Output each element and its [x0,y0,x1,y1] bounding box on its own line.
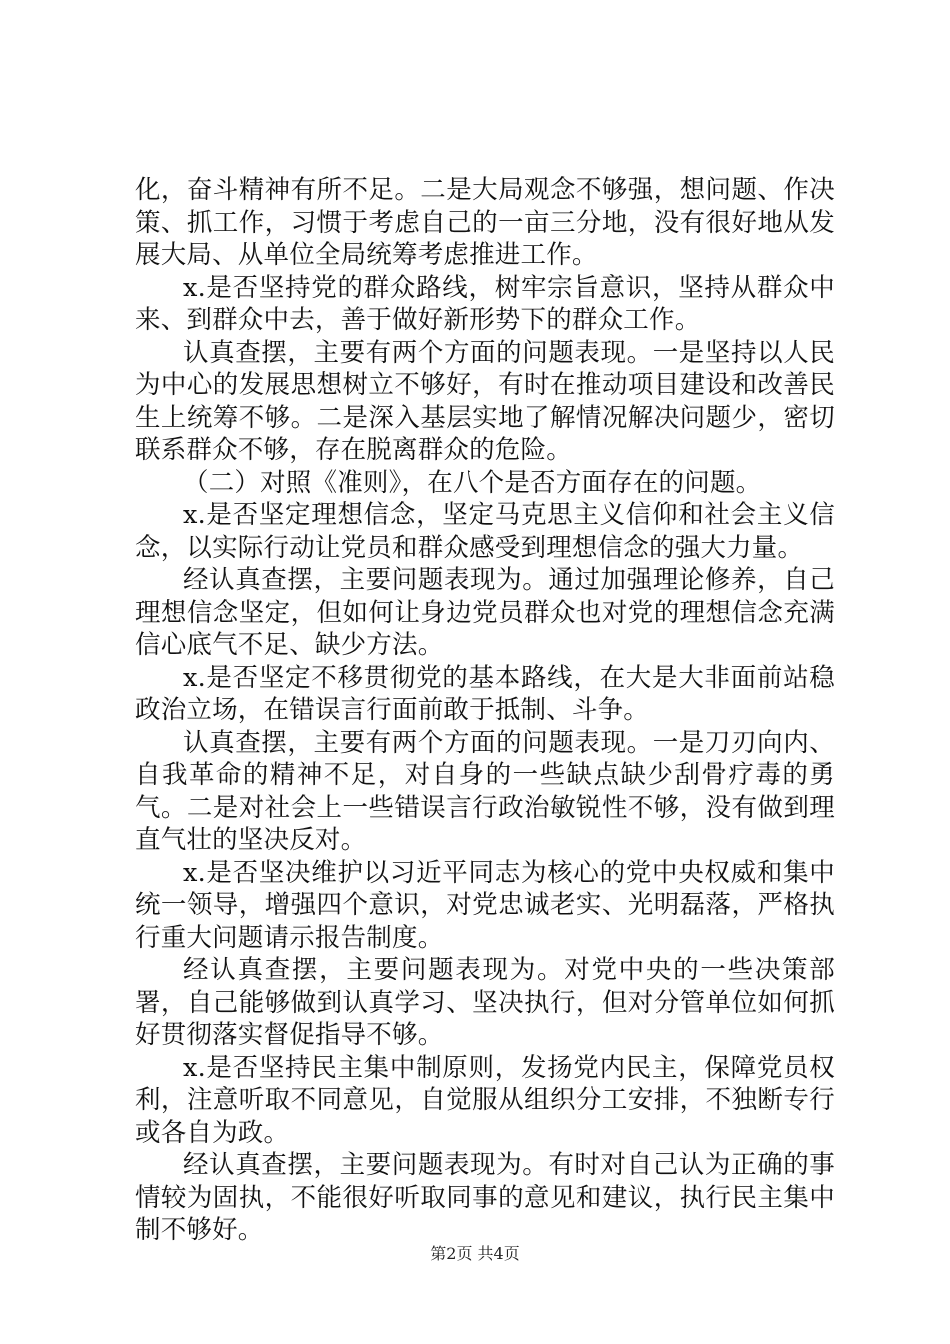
document-body [135,174,835,1247]
paragraph: 认真查摆，主要有两个方面的问题表现。一是坚持以人民为中心的发展思想树立不够好，有时在推动项目建设和改善民生上统筹不够。二是深入基层实地了解情况解决问题少，密切联系群众不够，存在脱离群众的危险。 [135,337,835,465]
section-heading: （二）对照《准则》，在八个是否方面存在的问题。 [183,467,762,498]
paragraph: x.是否坚定不移贯彻党的基本路线，在大是大非面前站稳政治立场，在错误言行面前敢于抵制、斗争。 [135,662,835,725]
paragraph: x.是否坚决维护以习近平同志为核心的党中央权威和集中统一领导，增强四个意识，对党忠诚老实、光明磊落，严格执行重大问题请示报告制度。 [135,857,835,953]
paragraph: x.是否坚持党的群众路线，树牢宗旨意识，坚持从群众中来、到群众中去，善于做好新形势下的群众工作。 [135,272,835,335]
paragraph: x.是否坚持民主集中制原则，发扬党内民主，保障党员权利，注意听取不同意见，自觉服从组织分工安排，不独断专行或各自为政。 [135,1052,835,1148]
page-footer [0,1244,950,1264]
paragraph: 认真查摆，主要有两个方面的问题表现。一是刀刃向内、自我革命的精神不足，对自身的一些缺点缺少刮骨疗毒的勇气。二是对社会上一些错误言行政治敏锐性不够，没有做到理直气壮的坚决反对。 [135,727,835,855]
paragraph: x.是否坚定理想信念，坚定马克思主义信仰和社会主义信念，以实际行动让党员和群众感受到理想信念的强大力量。 [135,500,835,563]
paragraph: 经认真查摆，主要问题表现为。对党中央的一些决策部署，自己能够做到认真学习、坚决执行，但对分管单位如何抓好贯彻落实督促指导不够。 [135,955,835,1050]
paragraph: 经认真查摆，主要问题表现为。有时对自己认为正确的事情较为固执，不能很好听取同事的意见和建议，执行民主集中制不够好。 [135,1150,835,1245]
paragraph: 化，奋斗精神有所不足。二是大局观念不够强，想问题、作决策、抓工作，习惯于考虑自己的一亩三分地，没有很好地从发展大局、从单位全局统筹考虑推进工作。 [135,175,835,270]
paragraph: 经认真查摆，主要问题表现为。通过加强理论修养，自己理想信念坚定，但如何让身边党员群众也对党的理想信念充满信心底气不足、缺少方法。 [135,565,835,660]
page-number-label: 第2页 共4页 [430,1244,520,1263]
